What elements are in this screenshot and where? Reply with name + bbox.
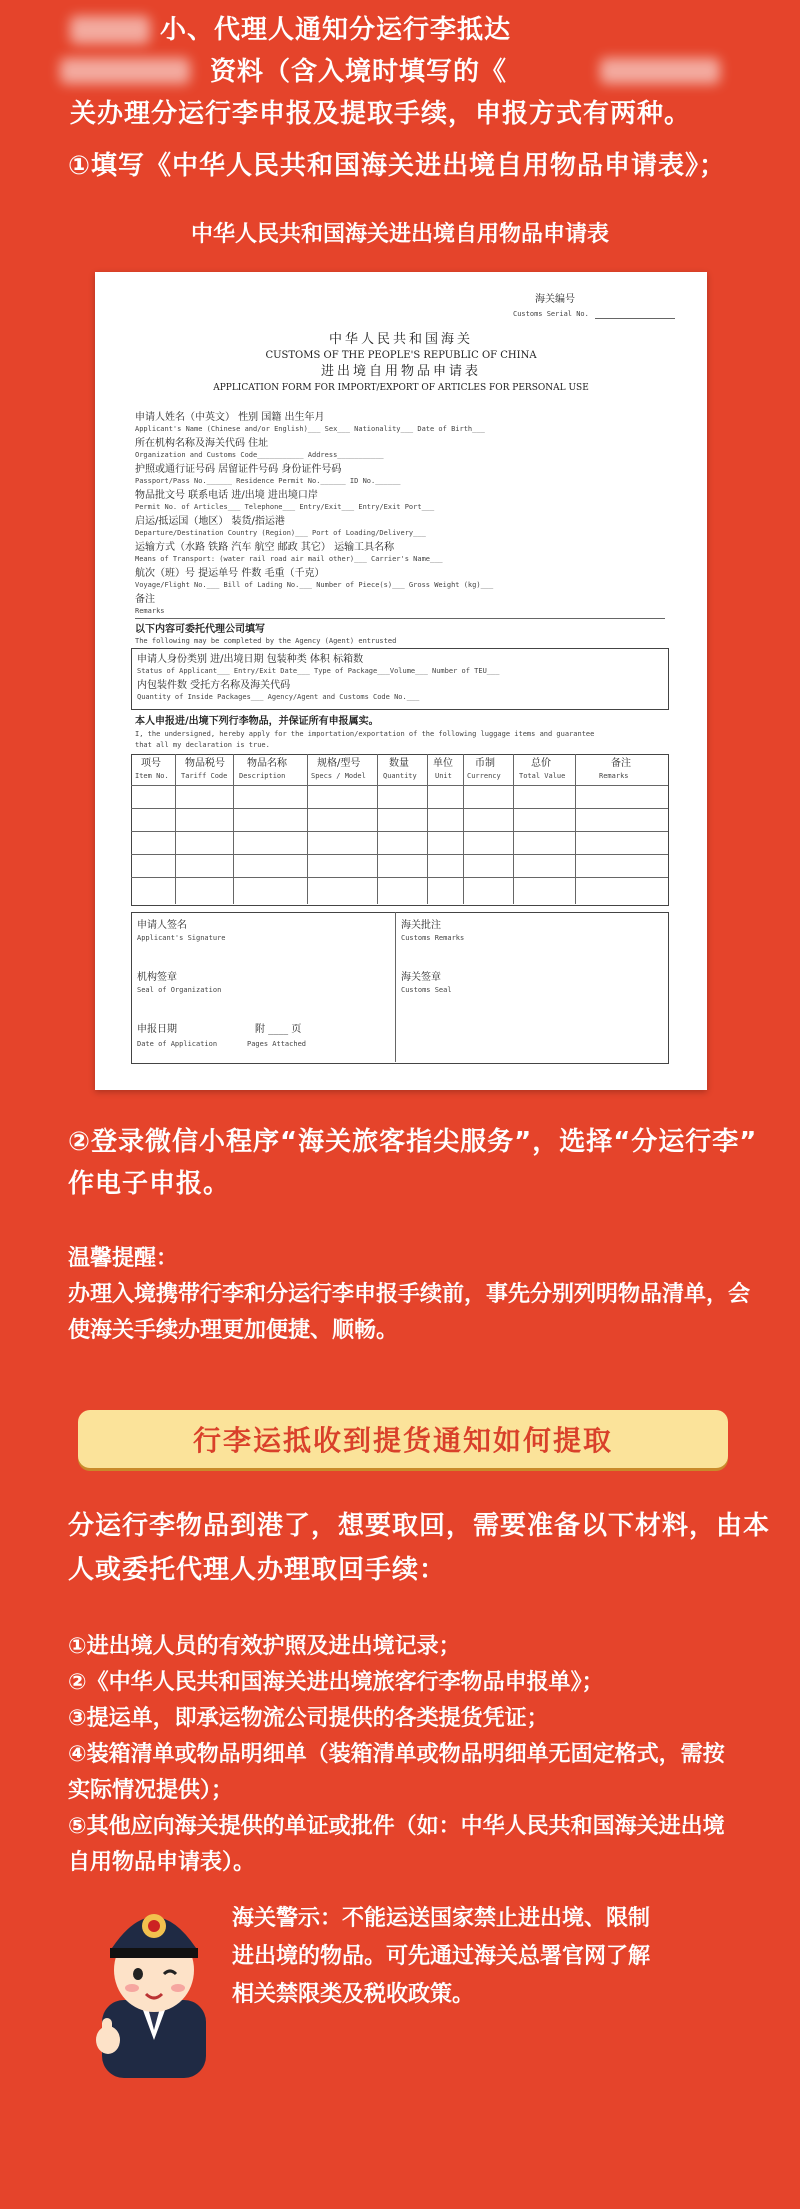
agent-section-title: 以下内容可委托代理公司填写 — [135, 624, 265, 635]
customs-no-label-en: Customs Serial No. — [513, 310, 589, 318]
customs-remarks-label: 海关批注 — [401, 920, 441, 931]
section-banner: 行李运抵收到提货通知如何提取 — [78, 1410, 728, 1468]
table-header-en: Tariff Code — [181, 772, 228, 780]
tip-title: 温馨提醒： — [68, 1246, 179, 1271]
method-1: ①填写《中华人民共和国海关进出境自用物品申请表》； — [68, 151, 727, 181]
declaration: 本人申报进/出境下列行李物品，并保证所有申报属实。 — [135, 716, 379, 727]
table-header: 物品名称 — [247, 758, 287, 769]
agent-row-en: Status of Applicant___ Entry/Exit Date___ Type of Package___Volume___ Number of TEU___ — [137, 667, 500, 675]
table-header-en: Remarks — [599, 772, 629, 780]
application-date-label-en: Date of Application — [137, 1040, 218, 1048]
method-2-line-1: ②登录微信小程序“海关旅客指尖服务”，选择“分运行李” — [68, 1127, 758, 1157]
form-row-en: Applicant's Name (Chinese and/or English)___ Sex___ Nationality___ Date of Birth___ — [135, 425, 485, 433]
tip-line-1: 办理入境携带行李和分运行李申报手续前，事先分别列明物品清单，会 — [68, 1282, 751, 1307]
table-header: 项号 — [141, 758, 161, 769]
form-row: 运输方式（水路 铁路 汽车 航空 邮政 其它） 运输工具名称 — [135, 542, 395, 553]
form-row-en: Passport/Pass No.______ Residence Permit No.______ ID No.______ — [135, 477, 401, 485]
customs-application-form — [95, 272, 707, 1090]
redaction-blur — [60, 58, 190, 84]
form-row: 启运/抵运国（地区） 装货/指运港 — [135, 516, 285, 527]
form-title: 中华人民共和国海关 — [328, 332, 473, 347]
material-item: 实际情况提供）； — [68, 1778, 234, 1803]
tip-line-2: 使海关手续办理更加便捷、顺畅。 — [68, 1318, 399, 1343]
declaration-en-2: that all my declaration is true. — [135, 741, 270, 749]
table-header-en: Quantity — [383, 772, 417, 780]
agent-row: 申请人身份类别 进/出境日期 包装种类 体积 标箱数 — [137, 654, 364, 665]
pages-attached-label-en: Pages Attached — [247, 1040, 307, 1048]
customs-officer-mascot-icon — [88, 1890, 218, 2080]
form-row: 所在机构名称及海关代码 住址 — [135, 438, 269, 449]
agent-section-title-en: The following may be completed by the Agency (Agent) entrusted — [135, 637, 397, 645]
table-header-en: Description — [239, 772, 286, 780]
table-header-en: Currency — [467, 772, 501, 780]
method-2-line-2: 作电子申报。 — [68, 1169, 231, 1199]
form-row: 物品批文号 联系电话 进/出境 进出境口岸 — [135, 490, 318, 501]
intro-line-3: 关办理分运行李申报及提取手续，申报方式有两种。 — [70, 99, 692, 129]
intro-line-1: 小、代理人通知分运行李抵达 — [160, 15, 512, 45]
form-row-en: Means of Transport: (water rail road air mail other)___ Carrier's Name___ — [135, 555, 443, 563]
intro-line-2: 资料（含入境时填写的《 — [210, 57, 508, 87]
pages-attached-label: 附 ____ 页 — [255, 1024, 302, 1035]
table-header: 物品税号 — [185, 758, 225, 769]
table-header: 总价 — [531, 758, 551, 769]
table-header-en: Unit — [435, 772, 452, 780]
warning-line-3: 相关禁限类及税收政策。 — [232, 1982, 475, 2007]
form-row-en: Organization and Customs Code___________ Address___________ — [135, 451, 384, 459]
customs-seal-label-en: Customs Seal — [401, 986, 452, 994]
material-item: ②《中华人民共和国海关进出境旅客行李物品申报单》； — [68, 1670, 604, 1695]
organization-seal-label-en: Seal of Organization — [137, 986, 222, 994]
table-header: 规格/型号 — [317, 758, 361, 769]
redaction-blur — [600, 58, 720, 84]
declaration-en-1: I, the undersigned, hereby apply for the importation/exportation of the following luggage items and guarantee — [135, 730, 595, 738]
table-header: 单位 — [433, 758, 453, 769]
customs-seal-label: 海关签章 — [401, 972, 441, 983]
form-row-en: Departure/Destination Country (Region)___ Port of Loading/Delivery___ — [135, 529, 426, 537]
pickup-line-2: 人或委托代理人办理取回手续： — [68, 1555, 447, 1585]
form-row: 护照或通行证号码 居留证件号码 身份证件号码 — [135, 464, 342, 475]
form-row: 航次（班）号 提运单号 件数 毛重（千克） — [135, 568, 325, 579]
table-header: 币制 — [475, 758, 495, 769]
customs-remarks-label-en: Customs Remarks — [401, 934, 465, 942]
table-header: 数量 — [389, 758, 409, 769]
form-title-en: CUSTOMS OF THE PEOPLE'S REPUBLIC OF CHINA — [265, 350, 537, 361]
material-item: 自用物品申请表）。 — [68, 1850, 256, 1875]
pickup-line-1: 分运行李物品到港了，想要取回，需要准备以下材料，由本 — [68, 1511, 771, 1541]
customs-no-label: 海关编号 — [535, 294, 575, 305]
material-item: ④装箱清单或物品明细单（装箱清单或物品明细单无固定格式，需按 — [68, 1742, 725, 1767]
form-subtitle: 进出境自用物品申请表 — [320, 364, 481, 379]
form-subtitle-en: APPLICATION FORM FOR IMPORT/EXPORT OF ARTICLES FOR PERSONAL USE — [213, 383, 589, 393]
material-item: ①进出境人员的有效护照及进出境记录； — [68, 1634, 461, 1659]
agent-row-en: Quantity of Inside Packages___ Agency/Agent and Customs Code No.___ — [137, 693, 420, 701]
table-header-en: Item No. — [135, 772, 169, 780]
application-date-label: 申报日期 — [137, 1024, 177, 1035]
table-header-en: Total Value — [519, 772, 566, 780]
table-header-en: Specs / Model — [311, 772, 366, 780]
form-row-en: Remarks — [135, 607, 165, 615]
warning-line-2: 进出境的物品。可先通过海关总署官网了解 — [232, 1944, 651, 1969]
form-caption: 中华人民共和国海关进出境自用物品申请表 — [190, 222, 609, 247]
organization-seal-label: 机构签章 — [137, 972, 177, 983]
form-row-en: Voyage/Flight No.___ Bill of Lading No.___ Number of Piece(s)___ Gross Weight (kg)___ — [135, 581, 494, 589]
material-item: ⑤其他应向海关提供的单证或批件（如：中华人民共和国海关进出境 — [68, 1814, 725, 1839]
table-header: 备注 — [611, 758, 631, 769]
form-row: 申请人姓名（中英文） 性别 国籍 出生年月 — [135, 412, 325, 423]
form-row: 备注 — [135, 594, 155, 605]
redaction-blur — [70, 16, 150, 44]
material-item: ③提运单，即承运物流公司提供的各类提货凭证； — [68, 1706, 549, 1731]
warning-line-1: 海关警示：不能运送国家禁止进出境、限制 — [232, 1906, 651, 1931]
form-row-en: Permit No. of Articles___ Telephone___ Entry/Exit___ Entry/Exit Port___ — [135, 503, 435, 511]
agent-row: 内包装件数 受托方名称及海关代码 — [137, 680, 291, 691]
applicant-signature-label-en: Applicant's Signature — [137, 934, 226, 942]
applicant-signature-label: 申请人签名 — [137, 920, 187, 931]
